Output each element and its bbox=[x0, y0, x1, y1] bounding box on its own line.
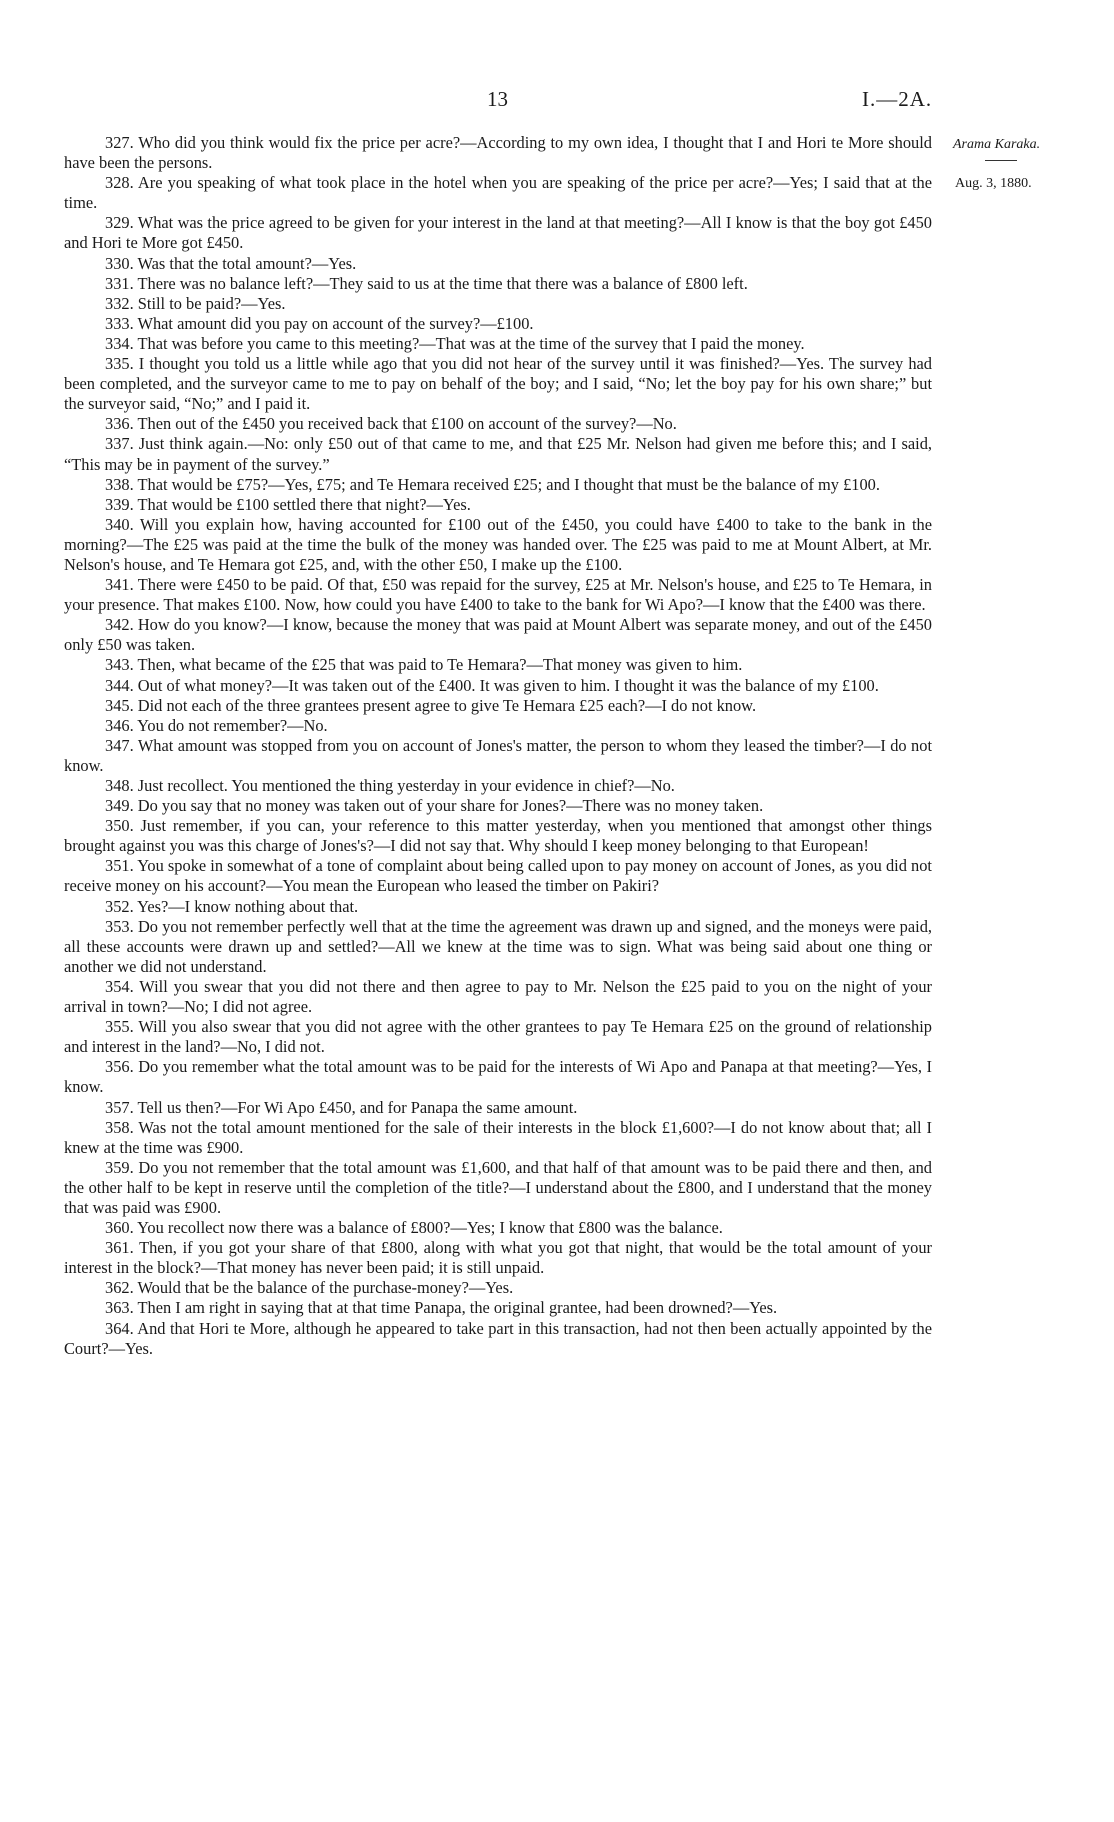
question-paragraph: 341. There were £450 to be paid. Of that, £50 was repaid for the survey, £25 at Mr. Nelson's house, and £25 to Te Hemara, in your presence. That makes £100. Now, how could you have £400 to take to the bank for Wi Apo?—I know that the £400 was there. bbox=[64, 575, 932, 615]
question-paragraph: 337. Just think again.—No: only £50 out of that came to me, and that £25 Mr. Nelson had given me before this; and I said, “This may be in payment of the survey.” bbox=[64, 434, 932, 474]
question-paragraph: 332. Still to be paid?—Yes. bbox=[105, 293, 286, 313]
question-paragraph: 357. Tell us then?—For Wi Apo £450, and for Panapa the same amount. bbox=[105, 1097, 578, 1117]
question-paragraph: 353. Do you not remember perfectly well that at the time the agreement was drawn up and signed, and the moneys were paid, all these accounts were drawn up and settled?—All we knew at the time was to sign. What was being said about one thing or another we did not understand. bbox=[64, 916, 932, 976]
question-paragraph: 344. Out of what money?—It was taken out of the £400. It was given to him. I thought it was the balance of my £100. bbox=[105, 675, 879, 695]
question-paragraph: 334. That was before you came to this meeting?—That was at the time of the survey that I paid the money. bbox=[105, 333, 805, 353]
question-paragraph: 329. What was the price agreed to be given for your interest in the land at that meeting?—All I know is that the boy got £450 and Hori te More got £450. bbox=[64, 213, 932, 253]
testimony-body bbox=[64, 133, 932, 1359]
question-paragraph: 335. I thought you told us a little while ago that you did not hear of the survey until it was finished?—Yes. The survey had been completed, and the surveyor came to me to pay on behalf of the boy; and I said, “No; let the boy pay for his own share;” but the surveyor said, “No;” and I paid it. bbox=[64, 354, 932, 414]
question-paragraph: 333. What amount did you pay on account of the survey?—£100. bbox=[105, 313, 534, 333]
question-paragraph: 330. Was that the total amount?—Yes. bbox=[105, 253, 357, 273]
question-paragraph: 347. What amount was stopped from you on account of Jones's matter, the person to whom they leased the timber?—I do not know. bbox=[64, 735, 932, 775]
question-paragraph: 356. Do you remember what the total amount was to be paid for the interests of Wi Apo and Panapa at that meeting?—Yes, I know. bbox=[64, 1057, 932, 1097]
question-paragraph: 354. Will you swear that you did not there and then agree to pay to Mr. Nelson the £25 paid to you on the night of your arrival in town?—No; I did not agree. bbox=[64, 976, 932, 1017]
question-paragraph: 358. Was not the total amount mentioned for the sale of their interests in the block £1,600?—I do not know about that; all I knew at the time was £900. bbox=[64, 1117, 932, 1157]
question-paragraph: 362. Would that be the balance of the purchase-money?—Yes. bbox=[105, 1278, 514, 1298]
question-paragraph: 345. Did not each of the three grantees present agree to give Te Hemara £25 each?—I do not know. bbox=[105, 695, 757, 715]
witness-sidenote: Arama Karaka. bbox=[953, 137, 1041, 152]
sidenote-divider bbox=[985, 160, 1017, 161]
page-number: 13 bbox=[487, 87, 508, 111]
document-reference: I.—2A. bbox=[862, 87, 933, 111]
question-paragraph: 336. Then out of the £450 you received back that £100 on account of the survey?—No. bbox=[105, 414, 677, 434]
question-paragraph: 331. There was no balance left?—They said to us at the time that there was a balance of £800 left. bbox=[105, 273, 748, 293]
question-paragraph: 340. Will you explain how, having accounted for £100 out of the £450, you could have £400 to take to the bank in the morning?—The £25 was paid at the time the bulk of the money was handed over. The £25 was paid to me at Mount Albert, at Mr. Nelson's house, and Te Hemara got £25, and, with the other £50, I make up the £100. bbox=[64, 514, 932, 574]
question-paragraph: 342. How do you know?—I know, because the money that was paid at Mount Albert was separate money, and out of the £450 only £50 was taken. bbox=[64, 615, 932, 655]
question-paragraph: 359. Do you not remember that the total amount was £1,600, and that half of that amount was to be paid there and then, and the other half to be kept in reserve until the completion of the title?—I understand about the £800, and I understand that the money that was paid was £900. bbox=[64, 1157, 932, 1217]
question-paragraph: 364. And that Hori te More, although he appeared to take part in this transaction, had not then been actually appointed by the Court?—Yes. bbox=[64, 1318, 932, 1358]
question-paragraph: 328. Are you speaking of what took place in the hotel when you are speaking of the price per acre?—Yes; I said that at the time. bbox=[64, 173, 932, 213]
question-paragraph: 348. Just recollect. You mentioned the thing yesterday in your evidence in chief?—No. bbox=[105, 776, 675, 795]
question-paragraph: 339. That would be £100 settled there that night?—Yes. bbox=[105, 494, 471, 514]
question-paragraph: 343. Then, what became of the £25 that was paid to Te Hemara?—That money was given to him. bbox=[105, 655, 743, 675]
question-paragraph: 360. You recollect now there was a balance of £800?—Yes; I know that £800 was the balance. bbox=[105, 1218, 723, 1238]
question-paragraph: 351. You spoke in somewhat of a tone of complaint about being called upon to pay money on account of Jones, as you did not receive money on his account?—You mean the European who leased the timber on Pakiri? bbox=[64, 856, 932, 896]
question-paragraph: 355. Will you also swear that you did not agree with the other grantees to pay Te Hemara £25 on the ground of relationship and interest in the land?—No, I did not. bbox=[64, 1017, 932, 1057]
question-paragraph: 349. Do you say that no money was taken out of your share for Jones?—There was no money taken. bbox=[105, 796, 764, 816]
question-paragraph: 327. Who did you think would fix the price per acre?—According to my own idea, I thought that I and Hori te More should have been the persons. bbox=[64, 133, 932, 173]
question-paragraph: 361. Then, if you got your share of that £800, along with what you got that night, that would be the total amount of your interest in the block?—That money has never been paid; it is still unpaid. bbox=[64, 1238, 932, 1278]
question-paragraph: 338. That would be £75?—Yes, £75; and Te Hemara received £25; and I thought that must be the balance of my £100. bbox=[105, 474, 880, 494]
question-paragraph: 350. Just remember, if you can, your reference to this matter yesterday, when you mentioned that amongst other things brought against you was this charge of Jones's?—I did not say that. Why should I keep money belonging to that European! bbox=[64, 816, 932, 856]
question-paragraph: 352. Yes?—I know nothing about that. bbox=[105, 896, 359, 916]
question-paragraph: 363. Then I am right in saying that at that time Panapa, the original grantee, had been drowned?—Yes. bbox=[105, 1298, 778, 1318]
date-sidenote: Aug. 3, 1880. bbox=[955, 176, 1032, 191]
question-paragraph: 346. You do not remember?—No. bbox=[105, 715, 328, 735]
